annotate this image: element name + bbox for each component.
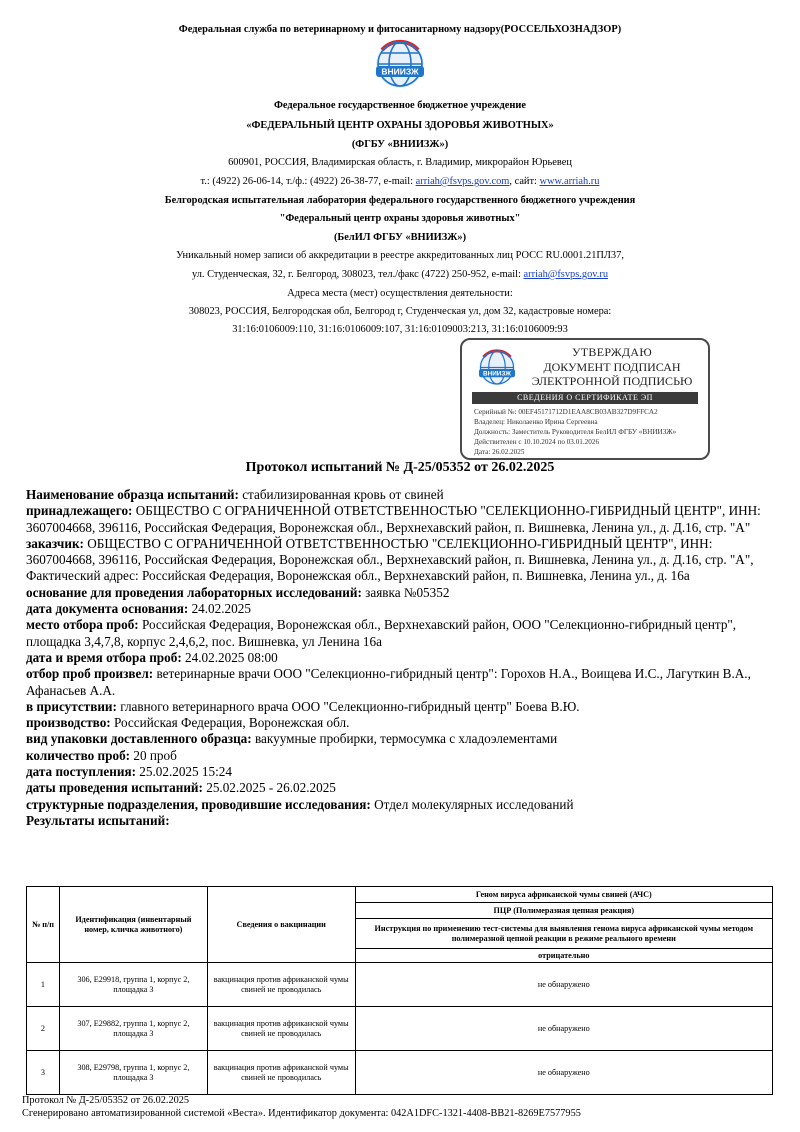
row-identification: 306, E29918, группа 1, корпус 2, площадка 3 <box>59 963 207 1007</box>
agency-name: Федеральная служба по ветеринарному и фитосанитарному надзору(РОССЕЛЬХОЗНАДЗОР) <box>178 24 622 35</box>
field-presence: в присутствии: главного ветеринарного врача ООО "Селекционно-гибридный центр" Боева В.Ю. <box>26 698 580 714</box>
row-identification: 308, E29798, группа 1, корпус 2, площадка 3 <box>59 1051 207 1095</box>
institution-contacts <box>0 176 800 188</box>
row-result: не обнаружено <box>355 1007 772 1051</box>
row-number: 2 <box>27 1007 60 1051</box>
stamp-signed-1: ДОКУМЕНТ ПОДПИСАН <box>543 360 681 374</box>
method-header: ПЦР (Полимеразная цепная реакция) <box>355 903 772 919</box>
lab-name: Белгородская испытательная лаборатория федерального государственного бюджетного учреждения <box>164 195 636 206</box>
table-row <box>27 963 773 1007</box>
footer-protocol: Протокол № Д-25/05352 от 26.02.2025 <box>22 1095 190 1106</box>
field-production: производство: Российская Федерация, Воронежская обл. <box>26 715 350 731</box>
genome-header: Геном вируса африканской чумы свиней (АЧС) <box>355 887 772 903</box>
signature-stamp <box>460 338 710 460</box>
cadastral-numbers: 31:16:0106009:110, 31:16:0106009:107, 31:16:0109003:213, 31:16:0106009:93 <box>232 324 568 335</box>
site-link[interactable]: www.arriah.ru <box>539 176 600 187</box>
contacts-text: т.: (4922) 26-06-14, т./ф.: (4922) 26-38-77, e-mail: <box>200 176 416 187</box>
stamp-signed-2: ЭЛЕКТРОННОЙ ПОДПИСЬЮ <box>531 374 693 388</box>
stamp-approve: УТВЕРЖДАЮ <box>571 345 653 359</box>
norm-header: отрицательно <box>355 949 772 963</box>
stamp-position: Должность: Заместитель Руководителя БелИЛ ФГБУ «ВНИИЗЖ» <box>474 428 677 436</box>
activity-title: Адреса места (мест) осуществления деятельности: <box>287 288 513 299</box>
field-quantity: количество проб: 20 проб <box>26 747 177 763</box>
field-sampler: отбор проб произвел: ветеринарные врачи ООО "Селекционно-гибридный центр": Горохов Н.А., Воищева И.С., Лагуткин В.А., Афанасьев А.А. <box>26 666 751 698</box>
table-row <box>27 1007 773 1051</box>
institution-type: Федеральное государственное бюджетное учреждение <box>273 100 526 111</box>
row-number: 1 <box>27 963 60 1007</box>
stamp-owner: Владелец: Николаенко Ирина Сергеевна <box>474 418 598 426</box>
footer-generated: Сгенерировано автоматизированной системой «Веста». Идентификатор документа: 042A1DFC-1321-4408-BB21-8269E7577955 <box>22 1108 581 1119</box>
field-division: структурные подразделения, проводившие исследования: Отдел молекулярных исследований <box>26 796 574 812</box>
field-sampling-datetime: дата и время отбора проб: 24.02.2025 08:00 <box>26 649 278 665</box>
field-packaging: вид упаковки доставленного образца: вакуумные пробирки, термосумка с хладоэлементами <box>26 731 558 747</box>
email-link[interactable]: arriah@fsvps.gov.com <box>415 176 510 187</box>
row-vaccination: вакцинация против африканской чумы свиней не проводилась <box>207 1051 355 1095</box>
field-test-dates: даты проведения испытаний: 25.02.2025 - 26.02.2025 <box>26 780 336 796</box>
stamp-cert-title: СВЕДЕНИЯ О СЕРТИФИКАТЕ ЭП <box>472 392 698 404</box>
instruction-header: Инструкция по применению тест-системы для выявления генома вируса африканской чумы методом полимеразной цепной реакции в режиме реального времени <box>355 919 772 949</box>
field-customer: заказчик: ОБЩЕСТВО С ОГРАНИЧЕННОЙ ОТВЕТСТВЕННОСТЬЮ "СЕЛЕКЦИОННО-ГИБРИДНЫЙ ЦЕНТР", ИНН: 3607004668, 396116, Российская Федерация, Воронежская обл., Верхнехавский район, п. Вишневка, Ленина ул., д. Д.16, стр. "А", Фактический адрес: Российская Федерация, Воронежская обл., Верхнехавский район, п. Вишневка, Ленина ул., д. 16а <box>26 535 754 584</box>
col-vaccination-header: Сведения о вакцинации <box>207 887 355 963</box>
protocol-fields <box>26 487 782 829</box>
logo-text: ВНИИЗЖ <box>381 66 419 77</box>
row-vaccination: вакцинация против африканской чумы свиней не проводилась <box>207 1007 355 1051</box>
field-received: дата поступления: 25.02.2025 15:24 <box>26 764 232 780</box>
results-table <box>26 886 773 1095</box>
field-sample: Наименование образца испытаний: стабилизированная кровь от свиней <box>26 487 444 502</box>
institution-short: (ФГБУ «ВНИИЗЖ») <box>351 139 449 150</box>
row-result: не обнаружено <box>355 1051 772 1095</box>
activity-address: 308023, РОССИЯ, Белгородская обл, Белгород г, Студенческая ул, дом 32, кадастровые номера: <box>188 306 612 317</box>
results-heading: Результаты испытаний: <box>26 812 170 828</box>
field-basis: основание для проведения лабораторных исследований: заявка №05352 <box>26 584 450 600</box>
stamp-date: Дата: 26.02.2025 <box>474 448 525 456</box>
col-number-header: № п/п <box>27 887 60 963</box>
stamp-logo-icon <box>474 348 520 390</box>
row-vaccination: вакцинация против африканской чумы свиней не проводилась <box>207 963 355 1007</box>
stamp-valid: Действителен с 10.10.2024 по 03.01.2026 <box>474 438 600 446</box>
lab-email-link[interactable]: arriah@fsvps.gov.ru <box>523 269 609 280</box>
row-number: 3 <box>27 1051 60 1095</box>
stamp-logo-text: ВНИИЗЖ <box>483 370 511 378</box>
lab-address-text: ул. Студенческая, 32, г. Белгород, 308023, тел./факс (4722) 250-952, e-mail: <box>191 269 524 280</box>
stamp-serial: Серийный №: 00EF45171712D1EAA8CB03AB327D9FFCA2 <box>474 408 658 416</box>
site-prefix: , сайт: <box>509 176 540 187</box>
vniizh-logo-icon <box>370 38 430 94</box>
institution-address: 600901, РОССИЯ, Владимирская область, г. Владимир, микрорайон Юрьевец <box>228 157 572 168</box>
field-docdate: дата документа основания: 24.02.2025 <box>26 601 251 617</box>
col-identification-header: Идентификация (инвентарный номер, кличка животного) <box>59 887 207 963</box>
institution-name: «ФЕДЕРАЛЬНЫЙ ЦЕНТР ОХРАНЫ ЗДОРОВЬЯ ЖИВОТНЫХ» <box>246 120 554 131</box>
field-owner: принадлежащего: ОБЩЕСТВО С ОГРАНИЧЕННОЙ ОТВЕТСТВЕННОСТЬЮ "СЕЛЕКЦИОННО-ГИБРИДНЫЙ ЦЕНТР", ИНН: 3607004668, 396116, Российская Федерация, Воронежская обл., Верхнехавский район, п. Вишневка, Ленина ул., д. Д.16, стр. "А" <box>26 503 761 535</box>
table-row <box>27 1051 773 1095</box>
lab-short: (БелИЛ ФГБУ «ВНИИЗЖ») <box>333 232 467 243</box>
protocol-title: Протокол испытаний № Д-25/05352 от 26.02.2025 <box>245 460 555 475</box>
row-result: не обнаружено <box>355 963 772 1007</box>
row-identification: 307, E29882, группа 1, корпус 2, площадка 3 <box>59 1007 207 1051</box>
accreditation: Уникальный номер записи об аккредитации в реестре аккредитованных лиц РОСС RU.0001.21ПЛ37, <box>176 250 624 261</box>
lab-center: "Федеральный центр охраны здоровья животных" <box>279 213 521 224</box>
lab-address <box>0 269 800 281</box>
field-place: место отбора проб: Российская Федерация, Воронежская обл., Верхнехавский район, ООО "Селекционно-гибридный центр", площадка 3,4,7,8, корпус 2,4,6,2, пос. Вишневка, ул Ленина 16а <box>26 617 737 649</box>
